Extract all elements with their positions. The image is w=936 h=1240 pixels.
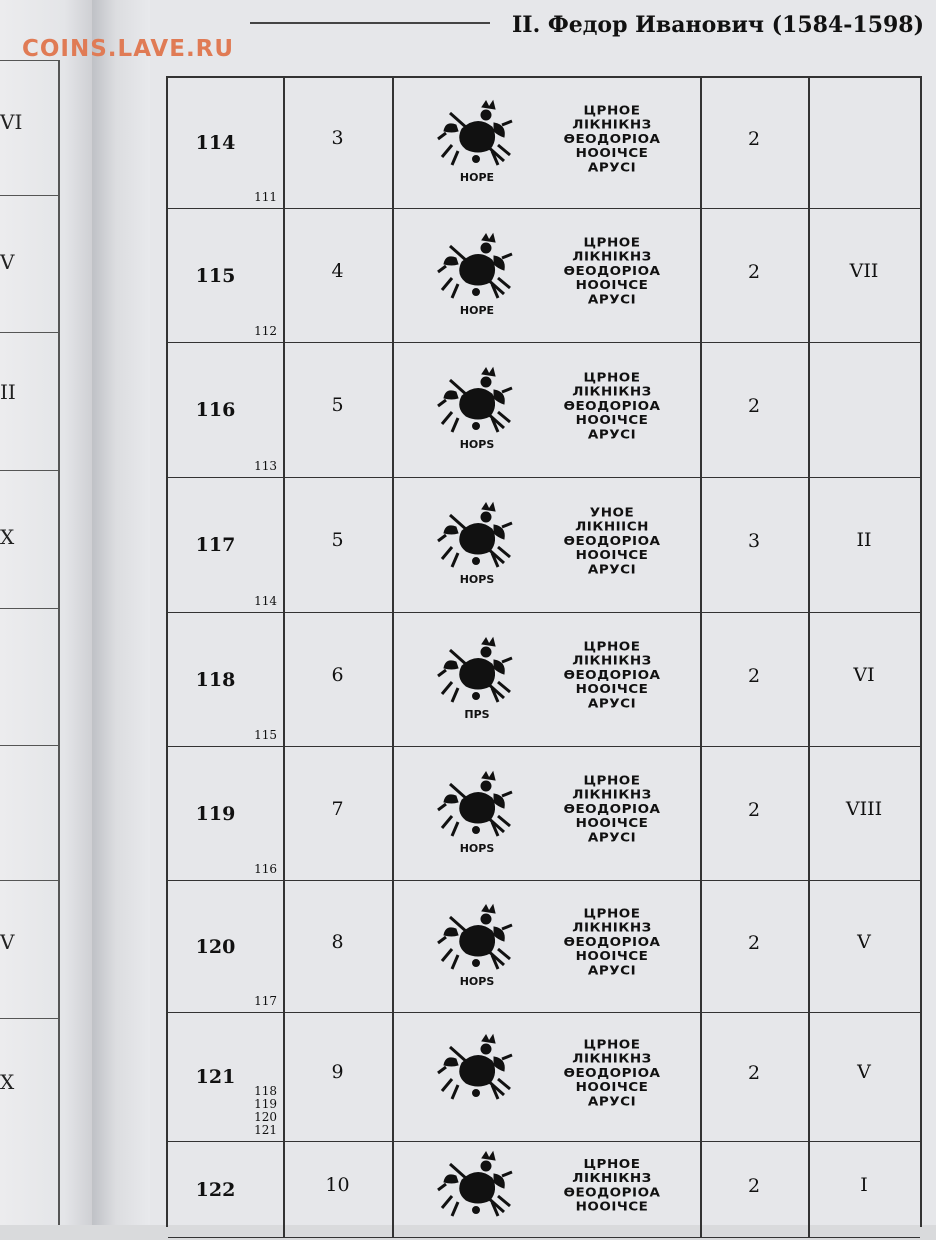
coin-legend-line: НООІЧСЕ bbox=[575, 277, 649, 293]
left-table-rule bbox=[0, 1018, 58, 1019]
column-divider bbox=[392, 613, 394, 746]
coin-legend-line: АРУСІ bbox=[587, 962, 637, 979]
catalog-number: 120 bbox=[195, 935, 236, 958]
coin-legend-line: ѲЕОДОРІОА bbox=[563, 667, 661, 683]
left-roman-numeral: X bbox=[0, 1070, 15, 1094]
reference-number: 115 bbox=[254, 728, 277, 742]
reference-number: 112 bbox=[254, 324, 277, 338]
coin-legend-line: ЦРНОЕ bbox=[583, 234, 641, 251]
rarity-value: 2 bbox=[747, 1174, 761, 1197]
coin-obverse-rider-icon bbox=[432, 766, 522, 860]
coin-reverse-legend bbox=[557, 774, 667, 845]
catalog-number: 114 bbox=[195, 132, 236, 154]
coin-legend-line: ѲЕОДОРІОА bbox=[563, 1064, 661, 1081]
watermark: COINS.LAVE.RU bbox=[22, 36, 235, 62]
left-table-rule bbox=[0, 745, 58, 746]
coin-legend-line: НООІЧСЕ bbox=[575, 948, 649, 964]
reference-numbers bbox=[254, 595, 277, 608]
coin-reverse-legend bbox=[557, 236, 667, 307]
coin-legend-line: АРУСІ bbox=[587, 695, 637, 712]
book-gutter bbox=[92, 0, 152, 1225]
left-table-rule bbox=[0, 880, 58, 881]
roman-numeral: VII bbox=[849, 259, 879, 282]
coin-obverse-rider-icon bbox=[432, 362, 522, 456]
roman-numeral: II bbox=[856, 529, 872, 551]
svg-text:НОРЅ: НОРЅ bbox=[459, 438, 495, 451]
svg-text:НОРЅ: НОРЅ bbox=[459, 841, 495, 855]
rarity-value: 2 bbox=[747, 931, 761, 954]
die-variety: 10 bbox=[325, 1173, 350, 1196]
coin-legend-line: ЦРНОЕ bbox=[583, 1036, 641, 1052]
coin-legend-line: ЦРНОЕ bbox=[583, 369, 641, 385]
die-variety: 4 bbox=[331, 259, 344, 282]
reference-numbers bbox=[254, 191, 277, 204]
table-row bbox=[168, 881, 920, 1013]
left-roman-numeral: V bbox=[0, 930, 15, 954]
left-table-rule bbox=[0, 470, 58, 471]
left-roman-numeral: VI bbox=[0, 110, 23, 134]
svg-text:НОРЕ: НОРЕ bbox=[459, 303, 495, 317]
column-divider bbox=[392, 1142, 394, 1237]
coin-legend-line: ЛІКНІКНЗ bbox=[572, 116, 652, 132]
reference-number: 113 bbox=[254, 459, 277, 473]
coin-legend-line: ѲЕОДОРІОА bbox=[563, 397, 661, 414]
rarity-value: 2 bbox=[747, 664, 761, 687]
rarity-value: 2 bbox=[747, 798, 761, 821]
reference-numbers bbox=[254, 460, 277, 473]
left-roman-numeral: X bbox=[0, 525, 15, 549]
coin-legend-line: ѲЕОДОРІОА bbox=[563, 801, 661, 817]
reference-numbers bbox=[254, 729, 277, 742]
coin-legend-line: НООІЧСЕ bbox=[575, 547, 649, 563]
coin-obverse-rider-icon bbox=[432, 632, 522, 726]
coin-reverse-legend bbox=[557, 370, 667, 441]
svg-text:НОРЕ: НОРЕ bbox=[459, 171, 495, 184]
column-divider bbox=[392, 1013, 394, 1141]
coin-legend-line: НООІЧСЕ bbox=[575, 815, 649, 831]
coin-legend-line: АРУСІ bbox=[587, 561, 637, 577]
coin-legend-line: ЦРНОЕ bbox=[583, 102, 641, 118]
page-title: II. Федор Иванович (1584-1598) bbox=[512, 12, 925, 38]
roman-numeral bbox=[808, 343, 920, 467]
left-table-rule bbox=[0, 332, 58, 333]
catalog-number: 117 bbox=[195, 534, 236, 556]
roman-numeral: I bbox=[860, 1173, 868, 1196]
reference-number: 117 bbox=[254, 994, 277, 1008]
coin-obverse-rider-icon bbox=[432, 95, 522, 189]
coin-legend-line: ЛІКНІКНЗ bbox=[572, 249, 652, 265]
die-variety: 7 bbox=[331, 797, 344, 820]
coin-legend-line: ѲЕОДОРІОА bbox=[563, 263, 661, 279]
left-roman-numeral: II bbox=[0, 380, 16, 404]
roman-numeral: VI bbox=[853, 663, 875, 686]
die-variety: 5 bbox=[331, 394, 344, 416]
coin-legend-line: НООІЧСЕ bbox=[575, 1198, 649, 1214]
coin-catalog-table bbox=[166, 76, 922, 1227]
coin-legend-line: ЛІКНІКНЗ bbox=[572, 920, 652, 936]
coin-legend-line: ЛІКНІКНЗ bbox=[572, 383, 652, 399]
coin-reverse-legend bbox=[557, 1037, 667, 1108]
catalog-number: 115 bbox=[195, 264, 236, 287]
coin-reverse-legend bbox=[557, 907, 667, 978]
coin-legend-line: ѲЕОДОРІОА bbox=[563, 1184, 661, 1200]
catalog-number: 122 bbox=[195, 1178, 236, 1201]
reference-numbers bbox=[254, 1085, 277, 1137]
table-row bbox=[168, 1142, 920, 1238]
die-variety: 3 bbox=[331, 127, 344, 149]
rarity-value: 2 bbox=[747, 395, 761, 417]
coin-legend-line: ѲЕОДОРІОА bbox=[563, 934, 661, 950]
roman-numeral: VIII bbox=[845, 797, 883, 820]
rarity-value: 3 bbox=[747, 530, 761, 552]
die-variety: 8 bbox=[331, 930, 344, 953]
coin-obverse-rider-icon bbox=[432, 1146, 522, 1240]
reference-number: 111 bbox=[254, 190, 277, 204]
coin-legend-line: ѲЕОДОРІОА bbox=[563, 130, 661, 147]
coin-obverse-rider-icon bbox=[432, 1029, 522, 1123]
die-variety: 5 bbox=[331, 529, 344, 551]
svg-text:ПРЅ: ПРЅ bbox=[464, 707, 490, 721]
table-row bbox=[168, 209, 920, 343]
coin-reverse-legend bbox=[557, 1157, 667, 1214]
coin-legend-line: НООІЧСЕ bbox=[575, 1079, 649, 1095]
coin-legend-line: УНОЕ bbox=[589, 504, 635, 520]
table-row bbox=[168, 613, 920, 747]
coin-legend-line: НООІЧСЕ bbox=[575, 412, 649, 428]
coin-legend-line: ЛІКНІКНЗ bbox=[572, 1170, 652, 1186]
reference-numbers bbox=[254, 995, 277, 1008]
column-divider bbox=[392, 343, 394, 477]
reference-number: 120 bbox=[254, 1110, 277, 1124]
catalog-number: 121 bbox=[195, 1066, 236, 1088]
reference-number: 114 bbox=[254, 594, 277, 608]
left-page-table bbox=[0, 60, 60, 1225]
roman-numeral bbox=[808, 78, 920, 198]
catalog-number: 116 bbox=[195, 399, 236, 421]
rarity-value: 2 bbox=[747, 1062, 761, 1084]
rarity-value: 2 bbox=[747, 128, 761, 150]
left-table-rule bbox=[0, 195, 58, 196]
svg-text:НОРЅ: НОРЅ bbox=[459, 573, 495, 586]
coin-legend-line: ЛІКНІІСН bbox=[575, 518, 649, 534]
roman-numeral: V bbox=[857, 1061, 871, 1083]
coin-legend-line: ЦРНОЕ bbox=[583, 638, 641, 655]
svg-text:НОРЅ: НОРЅ bbox=[459, 974, 495, 988]
rarity-value: 2 bbox=[747, 260, 761, 283]
coin-legend-line: ЛІКНІКНЗ bbox=[572, 787, 652, 803]
reference-numbers bbox=[254, 863, 277, 876]
coin-reverse-legend bbox=[557, 640, 667, 711]
die-variety: 9 bbox=[331, 1061, 344, 1083]
coin-legend-line: АРУСІ bbox=[587, 159, 637, 175]
reference-number: 116 bbox=[254, 862, 277, 876]
catalog-number: 119 bbox=[195, 802, 236, 825]
coin-legend-line: ЦРНОЕ bbox=[583, 905, 641, 922]
coin-obverse-rider-icon bbox=[432, 899, 522, 993]
left-page bbox=[0, 0, 92, 1225]
table-row bbox=[168, 747, 920, 881]
column-divider bbox=[392, 78, 394, 208]
roman-numeral: V bbox=[857, 930, 871, 953]
coin-obverse-rider-icon bbox=[432, 497, 522, 591]
table-row bbox=[168, 1013, 920, 1142]
table-row bbox=[168, 343, 920, 478]
reference-numbers bbox=[254, 325, 277, 338]
coin-legend-line: ЦРНОЕ bbox=[583, 1156, 641, 1172]
reference-number: 118 bbox=[254, 1084, 277, 1098]
left-roman-numeral: V bbox=[0, 250, 15, 274]
coin-legend-line: ЛІКНІКНЗ bbox=[572, 653, 652, 669]
reference-number: 121 bbox=[254, 1123, 277, 1137]
coin-legend-line: АРУСІ bbox=[587, 291, 637, 308]
column-divider bbox=[392, 209, 394, 342]
coin-reverse-legend bbox=[557, 103, 667, 174]
table-row bbox=[168, 478, 920, 613]
reference-number: 119 bbox=[254, 1097, 277, 1111]
die-variety: 6 bbox=[331, 663, 344, 686]
coin-legend-line: ЛІКНІКНЗ bbox=[572, 1050, 652, 1066]
catalog-number: 118 bbox=[195, 668, 236, 691]
coin-legend-line: АРУСІ bbox=[587, 426, 637, 442]
coin-legend-line: НООІЧСЕ bbox=[575, 681, 649, 697]
coin-legend-line: ѲЕОДОРІОА bbox=[563, 532, 661, 549]
coin-legend-line: НООІЧСЕ bbox=[575, 145, 649, 161]
coin-obverse-rider-icon bbox=[432, 228, 522, 322]
coin-reverse-legend bbox=[557, 505, 667, 576]
coin-legend-line: АРУСІ bbox=[587, 1093, 637, 1109]
header-rule bbox=[250, 22, 490, 24]
column-divider bbox=[392, 881, 394, 1012]
left-table-rule bbox=[0, 608, 58, 609]
coin-legend-line: ЦРНОЕ bbox=[583, 772, 641, 789]
coin-legend-line: АРУСІ bbox=[587, 829, 637, 846]
column-divider bbox=[392, 478, 394, 612]
table-row bbox=[168, 78, 920, 209]
column-divider bbox=[392, 747, 394, 880]
